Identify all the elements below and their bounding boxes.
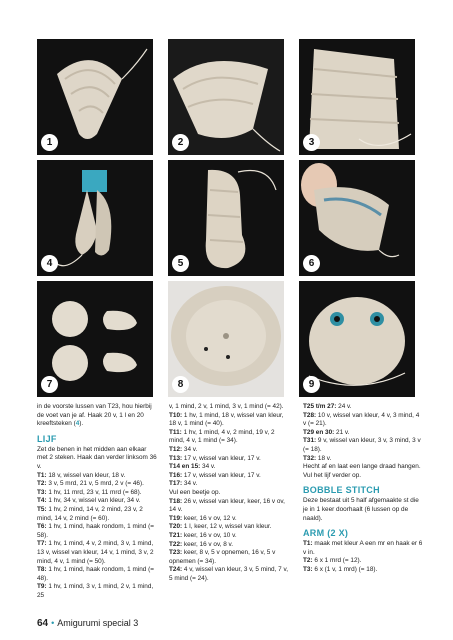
row-label: T3:: [37, 488, 47, 496]
section-paragraph: Deze bestaat uit 5 half afgemaakte st die je in 1 keer doorhaalt (6 lussen op de naald).: [303, 497, 419, 522]
page-footer: [37, 618, 138, 629]
row-label: T4:: [37, 497, 47, 505]
row-label: T2:: [37, 480, 47, 488]
row-label: T23:: [169, 549, 183, 557]
pattern-row: [169, 472, 291, 481]
pattern-row: [303, 540, 423, 557]
row-text: 10 v, wissel van kleur, 4 v, 3 mind, 4 v (= 21).: [303, 411, 420, 428]
step-number: 8: [172, 376, 189, 393]
text-column-1: [37, 403, 157, 613]
row-label: T3:: [303, 565, 313, 573]
photo-step-4: [37, 160, 153, 276]
photo-step-7: [37, 281, 153, 397]
row-text: 1 hv, 11 mrd, 23 v, 11 mrd (= 68).: [48, 488, 142, 496]
section-heading-arm: ARM (2 X): [303, 528, 349, 539]
row-label: T9:: [37, 583, 47, 591]
row-label: T7:: [37, 540, 47, 548]
pattern-row: [37, 480, 157, 489]
section-heading-lijf: LIJF: [37, 433, 57, 444]
photo-step-1: [37, 39, 153, 155]
row-label: T13:: [169, 454, 183, 462]
photo-step-2: [168, 39, 284, 155]
row-label: T6:: [37, 523, 47, 531]
row-text: 24 v.: [338, 403, 352, 410]
photo-step-8: [168, 281, 284, 397]
pattern-text: [37, 403, 423, 613]
row-text: 6 x (1 v, 1 mrd) (= 18).: [314, 565, 378, 573]
row-label: T21:: [169, 531, 183, 539]
photo-ref-link[interactable]: 4: [75, 420, 80, 428]
pattern-row: [169, 566, 291, 583]
row-text: 1 hv, 2 mind, 14 v, 2 mind, 23 v, 2 mind, 14 v, 2 mind (= 60).: [37, 505, 143, 522]
row-label: T17:: [169, 480, 183, 488]
row-label: T19:: [169, 514, 183, 522]
row-text: 26 v, wissel van kleur, keer, 16 v ov, 14 v.: [169, 497, 285, 514]
pattern-row: [303, 557, 423, 566]
row-label: T10:: [169, 411, 183, 419]
row-label: T28:: [303, 411, 317, 419]
row-text: 1 l, keer, 12 v, wissel van kleur.: [183, 523, 272, 531]
row-text: 4 v, wissel van kleur, 3 v, 5 mind, 7 v, 5 mind (= 24).: [169, 566, 288, 582]
row-label: T25 t/m 27:: [303, 403, 337, 410]
row-text: keer, 16 v ov, 12 v.: [183, 514, 237, 522]
row-text: 1 hv, 1 mind, 18 v, wissel van kleur, 18 v, 1 mind (= 40).: [169, 411, 284, 428]
row-text: 9 v, wissel van kleur, 3 v, 3 mind, 3 v (= 18).: [303, 437, 421, 453]
row-label: T14 en 15:: [169, 463, 201, 471]
pattern-row: [303, 412, 423, 429]
row-text: 17 v, wissel van kleur, 17 v.: [183, 454, 261, 462]
pattern-row: [303, 403, 423, 412]
step-number: 1: [41, 134, 58, 151]
section-paragraph: Zet de benen in het midden aan elkaar met 2 steken. Haak dan verder linksom 36 v.: [37, 445, 157, 470]
text-column-2: [169, 403, 291, 613]
lead-paragraph: v, 1 mind, 2 v, 1 mind, 3 v, 1 mind (= 42).: [169, 403, 284, 410]
row-label: T32:: [303, 454, 317, 462]
row-label: T18:: [169, 497, 183, 505]
intro-paragraph: [37, 403, 157, 429]
pattern-row: [37, 489, 157, 498]
row-label: T16:: [169, 471, 183, 479]
photo-grid: [37, 39, 416, 397]
row-label: T29 en 30:: [303, 428, 335, 436]
intro-text-b: ).: [79, 420, 84, 428]
row-text: maak met kleur A een mr en haak er 6 v in.: [303, 540, 423, 556]
closing-paragraph: Hecht af en laat een lange draad hangen. Vul het lijf verder op.: [303, 463, 421, 479]
step-number: 6: [303, 255, 320, 272]
row-label: T1:: [37, 471, 47, 479]
section-heading-bobble: BOBBLE STITCH: [303, 485, 380, 496]
step-number: 5: [172, 255, 189, 272]
row-text: 1 hv, 1 mind, 4 v, 2 mind, 3 v, 1 mind, 13 v, wissel van kleur, 14 v, 1 mind, 3 v, 2 mind, 4 v, 1 mind (= 50).: [37, 540, 154, 565]
step-number: 2: [172, 134, 189, 151]
step-number: 7: [41, 376, 58, 393]
row-text: 17 v, wissel van kleur, 17 v.: [183, 471, 261, 479]
row-text: 1 hv, 1 mind, 4 v, 2 mind, 19 v, 2 mind, 4 v, 1 mind (= 34).: [169, 428, 275, 445]
row-text: 1 hv, 1 mind, haak rondom, 1 mind (= 58).: [37, 523, 154, 539]
pattern-row: [37, 583, 157, 600]
pattern-row: [37, 506, 157, 523]
row-list: [303, 540, 423, 574]
pattern-row: [169, 489, 291, 498]
pattern-row: [169, 523, 291, 532]
pattern-row: [303, 429, 423, 438]
row-label: T5:: [37, 505, 47, 513]
row-label: T11:: [169, 428, 182, 436]
pattern-row: [169, 480, 291, 489]
photo-step-9: [299, 281, 415, 397]
pattern-row: [303, 455, 423, 464]
row-text: 1 hv, 1 mind, haak rondom, 1 mind (= 48).: [37, 566, 154, 582]
row-text: 18 v.: [317, 454, 332, 462]
text-column-3: [303, 403, 423, 613]
photo-step-5: [168, 160, 284, 276]
footer-bullet: •: [51, 618, 55, 628]
pattern-row: [169, 463, 291, 472]
row-text: 6 x 1 mrd (= 12).: [314, 557, 362, 565]
row-label: T12:: [169, 445, 183, 453]
pattern-row: [169, 515, 291, 524]
step-number: 9: [303, 376, 320, 393]
row-label: T22:: [169, 540, 183, 548]
step-number: 4: [41, 255, 58, 272]
pattern-row: [169, 412, 291, 429]
page-number: 64: [37, 618, 49, 629]
pattern-row: [303, 566, 423, 575]
pattern-row: [169, 446, 291, 455]
row-label: T24:: [169, 566, 183, 574]
row-text: keer, 16 v ov, 8 v.: [183, 540, 234, 548]
row-text: Vul een beetje op.: [169, 488, 221, 496]
row-text: 34 v.: [183, 445, 198, 453]
row-text: 18 v, wissel van kleur, 18 v.: [48, 471, 126, 479]
row-list: [37, 472, 157, 601]
row-text: 3 v, 5 mrd, 21 v, 5 mrd, 2 v (= 46).: [48, 480, 144, 488]
pattern-row: [37, 472, 157, 481]
row-list: [169, 412, 291, 584]
magazine-title: Amigurumi special 3: [57, 618, 139, 628]
pattern-row: [169, 498, 291, 515]
row-text: 1 hv, 1 mind, 3 v, 1 mind, 2 v, 1 mind, 25: [37, 583, 154, 599]
pattern-row: [37, 497, 157, 506]
pattern-row: [303, 437, 423, 454]
photo-step-6: [299, 160, 415, 276]
row-text: keer, 8 v, 5 v opnemen, 16 v, 5 v opnemen (= 34).: [169, 549, 276, 565]
row-label: T2:: [303, 557, 313, 565]
step-number: 3: [303, 134, 320, 151]
pattern-row: [169, 532, 291, 541]
pattern-row: [37, 566, 157, 583]
row-list: [303, 403, 423, 463]
row-label: T20:: [169, 523, 183, 531]
photo-step-3: [299, 39, 415, 155]
pattern-row: [169, 541, 291, 550]
intro-text-a: in de voorste lussen van T23, hou hierbij de voet van je af. Haak 20 v, 1 l en 20 kreeftsteken (: [37, 403, 152, 428]
pattern-row: [37, 540, 157, 566]
pattern-row: [169, 455, 291, 464]
pattern-row: [37, 523, 157, 540]
row-text: 34 v.: [183, 480, 198, 488]
pattern-row: [169, 429, 291, 446]
row-text: 21 v.: [336, 428, 350, 436]
pattern-row: [169, 549, 291, 566]
row-text: 34 v.: [202, 463, 216, 471]
row-label: T1:: [303, 540, 313, 548]
row-text: 1 hv, 34 v, wissel van kleur, 34 v.: [48, 497, 141, 505]
row-label: T8:: [37, 566, 47, 574]
row-label: T31:: [303, 437, 317, 445]
row-text: keer, 16 v ov, 10 v.: [183, 531, 237, 539]
